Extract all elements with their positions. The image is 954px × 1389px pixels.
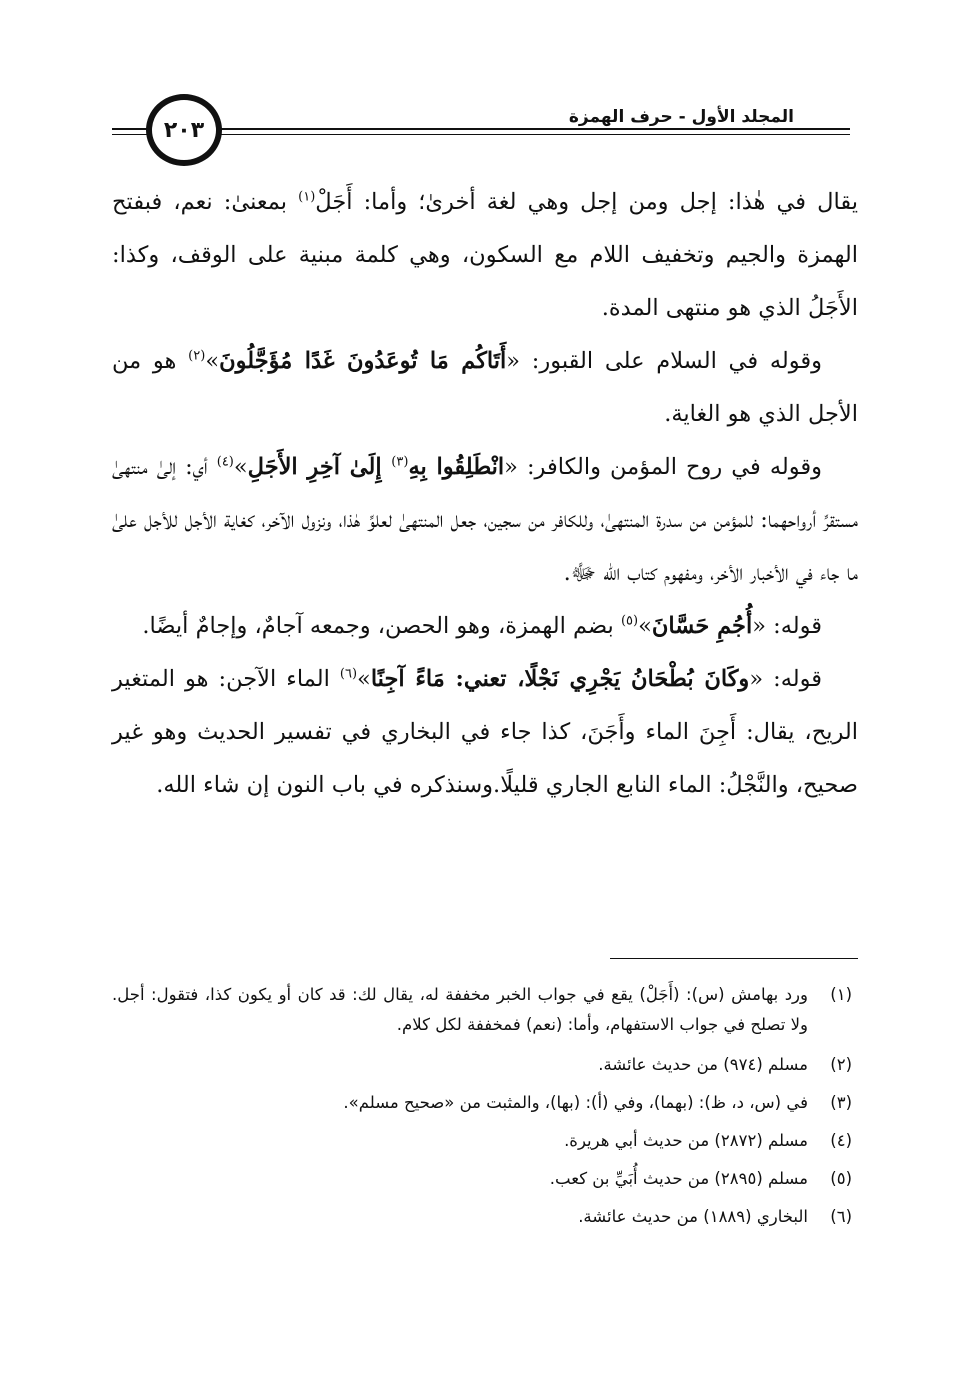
page-number: ٢٠٣ — [163, 117, 205, 143]
running-title: المجلد الأول - حرف الهمزة — [561, 107, 802, 127]
footnote-3 — [112, 1088, 852, 1118]
hadith-quote: انْطَلِقُوا بِهِ — [408, 454, 505, 480]
hadith-quote: أُجُمِ حَسَّانَ — [651, 613, 753, 639]
quote-mark: » — [233, 454, 248, 480]
footnotes — [112, 980, 852, 1240]
footnote-ref[interactable]: (٦) — [339, 666, 358, 682]
footnote-text: مسلم (٢٨٧٢) من حديث أبي هريرة. — [564, 1131, 808, 1150]
footnote-ref[interactable]: (١) — [298, 189, 316, 205]
paragraph-text: الماء الآجن: هو المتغير الريح، يقال: أَجِنَ الماء وأَجَنَ، كذا جاء في البخاري في تفسير الحديث وهو غير صحيح، والنَّجْلُ: الماء النابع الجاري قليلًا.وسنذكره في باب النون إن شاء الله. — [112, 666, 858, 798]
footnote-text: ورد بهامش (س): (أَجَلْ) يقع في جواب الخبر مخففة له، يقال لك: قد كان أو يكون كذا، فتقول: أجل. ولا تصلح في جواب الاستفهام، وأما: (نعم) فمخففة لكل كلام. — [112, 985, 808, 1034]
footnote-text: مسلم (٢٨٩٥) من حديث أُبَيِّ بن كعب. — [549, 1169, 808, 1188]
hadith-quote: وكَانَ بُطْحَانُ يَجْرِي نَجْلًا، تعني: مَاءً آجِنًا — [370, 666, 750, 692]
page-number-badge — [146, 94, 222, 166]
footnote-number: (٥) — [830, 1169, 852, 1188]
footnote-6 — [112, 1202, 852, 1232]
header-rule-right-thin — [216, 134, 850, 135]
footnote-number: (١) — [830, 985, 852, 1004]
footnote-text: مسلم (٩٧٤) من حديث عائشة. — [598, 1055, 808, 1074]
paragraph-text: وقوله في روح المؤمن والكافر: « — [504, 454, 822, 480]
paragraph-text: قوله: « — [752, 613, 822, 639]
paragraph-2 — [112, 335, 858, 441]
paragraph-5 — [112, 653, 858, 812]
paragraph-text: يقال في هٰذا: إجل ومن إجل وهي لغة أخرىٰ؛ وأما: أَجَلْ — [315, 189, 858, 215]
quote-mark: » — [638, 613, 652, 639]
paragraph-text: هو من الأجل الذي هو الغاية. — [112, 348, 858, 427]
footnote-ref[interactable]: (٣) — [391, 454, 409, 470]
quote-mark: » — [357, 666, 371, 692]
hadith-quote: أَتَاكُم مَا تُوعَدُونَ غَدًا مُؤَجَّلُونَ — [219, 348, 507, 374]
footnote-5 — [112, 1164, 852, 1194]
quote-mark: » — [205, 348, 220, 374]
footnote-number: (٤) — [830, 1131, 852, 1150]
footnote-separator — [610, 958, 858, 959]
footnote-2 — [112, 1050, 852, 1080]
footnote-ref[interactable]: (٥) — [620, 613, 639, 629]
footnote-number: (٣) — [830, 1093, 852, 1112]
paragraph-1 — [112, 176, 858, 335]
footnote-ref[interactable]: (٢) — [188, 348, 206, 364]
hadith-quote: إِلَىٰ آخِرِ الأَجَلِ — [247, 454, 392, 480]
paragraph-4 — [112, 600, 858, 653]
footnote-ref[interactable]: (٤) — [216, 454, 234, 470]
footnote-number: (٦) — [830, 1207, 852, 1226]
paragraph-text: أي: إلىٰ منتهىٰ مستقرِّ أرواحهما: للمؤمن من سدرة المنتهىٰ، وللكافر من سجين، جعل المنتهىٰ لعلوِّ هٰذا، ونزول الآخر، كغاية الأجل للأجل علىٰ ما جاء في الأخبار الأخر، ومفهوم كتاب الله ﷻ. — [112, 454, 858, 586]
footnote-1 — [112, 980, 852, 1040]
header-rule-right — [216, 128, 850, 130]
page-header — [112, 90, 850, 170]
paragraph-text: بمعنىٰ: نعم، فبفتح الهمزة والجيم وتخفيف اللام مع السكون، وهي كلمة مبنية على الوقف، وكذا: الأَجَلُ الذي هو منتهى المدة. — [112, 189, 858, 321]
paragraph-text: بضم الهمزة، وهو الحصن، وجمعه آجامٌ، وإجامٌ أيضًا. — [142, 613, 621, 639]
footnote-text: في (س، د، ظ): (بهما)، وفي (أ): (بها)، والمثبت من «صحيح مسلم». — [343, 1093, 808, 1112]
paragraph-3 — [112, 441, 858, 600]
footnote-number: (٢) — [830, 1055, 852, 1074]
footnote-4 — [112, 1126, 852, 1156]
paragraph-text: وقوله في السلام على القبور: « — [506, 348, 822, 374]
footnote-text: البخاري (١٨٨٩) من حديث عائشة. — [578, 1207, 808, 1226]
main-text — [112, 176, 858, 812]
paragraph-text: قوله: « — [749, 666, 823, 692]
